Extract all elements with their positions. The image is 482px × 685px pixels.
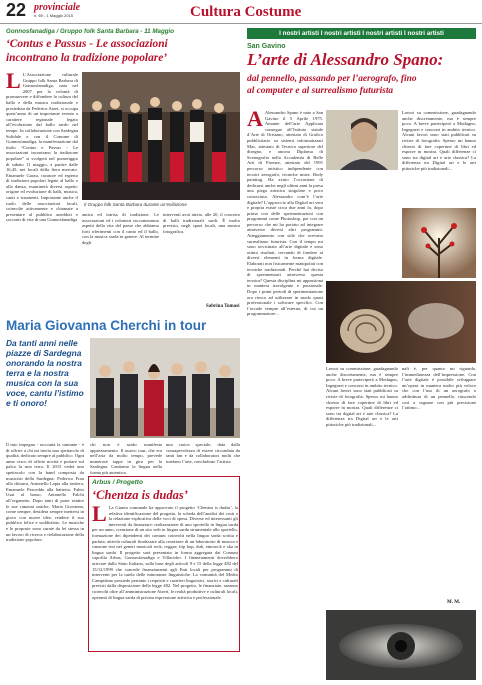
article-title: L’arte di Alessandro Spano:: [247, 50, 444, 69]
brand-logo: provinciale: [34, 2, 81, 13]
section-banner: [247, 28, 476, 39]
article-subtitle-line-1: dal pennello, passando per l’aerografo, fino: [247, 74, 417, 84]
article-column-2: [90, 442, 162, 475]
article-column-1: [247, 106, 323, 605]
article-body: [92, 501, 238, 651]
artwork-eye-photo: [326, 610, 476, 680]
folk-group-photo: [82, 72, 240, 200]
section-title: Cultura Costume: [190, 4, 302, 20]
article-text-col1: L’Associazione culturale Gruppo folk Santa Barbara di Gonnosfanadiga, nata nel 2007 per la volontà di promuovere e diffondere la cultura del ballo e della musica tradizionale e presieduta da Federica Atzei, si occupa quest’anno di un importante evento a carattere regionale legato all’evoluzione dal ballo sardo nel tempo. In collaborazione con Sardegna Solidale e con il Comune di Gonnosfanadiga, la manifestazione dal titolo “Contus e Passus - Le associazioni incontrano la tradizione popolare” si svolgerà nel pomeriggio di sabato 11 maggio, a partire dalle 16,45, nei locali della fiera mercato. Emanuele Garau, curatore ed esperto di tradizioni popolari legate al ballo e alla danza, esaminerà diversi aspetti: origine ed evoluzione di balli, musica, canti e strumenti. Importante anche il ruolo delle associazioni locali, coinvolte attivamente e chiamate a presentare al pubblico aneddoti e racconti di vita di una Gonnosfanadiga: [6, 72, 78, 223]
article-column-1: [6, 442, 84, 650]
article-text-col3: nali è, per quanto mi riguarda, l’immediatezza dell’impressione. Con l’arte digitale è possibile sviluppare un’opera in maniera molto più veloce che con l’uso di un aerografo o addirittura di un pennello, riuscendo così a sognare con più precisione l’attimo...: [402, 366, 476, 411]
portrait-illustration: [326, 110, 398, 170]
article-text-col3: interventi avrà inizio, alle 20, il concerto di balli tradizionali sardi. È molto previsto, negli spazi locali, una mostra fotografica.: [163, 212, 240, 234]
artwork-tree-illustration: [402, 208, 476, 278]
article-text-col2: antica ed intrisa di tradizione. Le associazioni ed i volontari racconteranno aspetti della vita del paese che abbiamo forti riferimenti con il canto ed il ballo, con la musica sarda in genere. Al termine degli: [82, 212, 159, 245]
article-title-line-1: ‘Contus e Passus - Le associazioni: [6, 38, 168, 50]
article-text-col1: Alessandro Spano è nato a San Gavino il 5 Aprile 1975. Amante dell’arte Applicata consegue all’Istituto statale d’Arte di Oristano, attestato di Grafico pubblicitario su sistemi informatizzati Mac, attestato di Tecnico superiore del disegno, e ancora Diploma di Scenografia nella Accademia di Belle Arti di Firenze, attestato del 1991 percorso artistico indipendente con tecnici aerografo, tecniche miste. Body painting. Ha avuto l’occasione di dedicarsi anche negli ultimi anni la presa una piega artistica singolare e poco conosciuta. Alessandro com’è l’arte digitale? L’approccio alla Digital art vera e propria esiste circa due anni fa, dopo prima con delle sperimentazioni con programmi come Photoshop, poi con un percorso che mi ha portato ad integrare attraverso diversi altri programmi. Atteggiamento con stile che avevano surrealismo futurista. Con il tempo mi sono avvicinato all’arte digitale e sono ottimi risultati, cercando di fondere ai diversi elementi in forma digitale. Elaborati non fisicamente manipolati con tecniche tradizionali. Perché hai deciso di sperimentarti attraverso questa tecnica? Questa disciplina mi appassiona in maniera travolgente e passionale. Dopo i primi periodi di sperimentazione ora riesco ad utilizzare in modo quasi professionale i software specifici. Con l’accade sempre all’esterno, di cui un programmatore...: [247, 110, 323, 317]
article-text-col1: Il mio impegno - racconta la cantante - è di offrire a chi mi invita uno spettacolo di qualità, dedicato sempre al pubblico. Ogni anno cerco di offrire novità e portare sul palco la mia terra. Il 2015 vedrà uno spettacolo con la band composta da musicisti della Sardegna: Federico Frau alla chitarra, Antonello Lapia alla tastiera, Emanuele Pascedda alla batteria, Fabio Usai al basso, Antonello Falchi all’organetto. Dopo tanti di poter sentire le sue canzoni uniche, Maria Giovanna, come sempre, desidera sempre mettersi in gioco con nuove idee, rendere il suo pubblico felice e soddisfatto. Le musiche e le proposte sono curate da lei stessa in un lavoro di ricerca e rielaborazione della tradizione popolare.: [6, 442, 84, 543]
article-contus-e-passus: [6, 28, 240, 314]
article-column-3: [166, 442, 240, 472]
article-chentza-is-dudas: [88, 476, 240, 652]
issue-line: n. 69 - 1 Maggio 2015: [34, 13, 73, 18]
singer-band-illustration: [90, 338, 240, 438]
article-kicker: Arbus / Progetto: [92, 479, 143, 486]
article-title: Maria Giovanna Cherchi in tour: [6, 318, 207, 333]
artwork-eye-illustration: [326, 610, 476, 680]
page-number: 22: [6, 0, 27, 20]
portrait-photo: [326, 110, 398, 170]
article-lead: Da tanti anni nelle piazze di Sardegna onorando la nostra terra e la nostra musica con la sua voce, cantu l’istimo e ti onoro!: [6, 338, 84, 408]
article-author: Sabrina Tomasi: [206, 304, 240, 309]
article-column-2b: [326, 366, 398, 604]
article-text-col3: una carica speciale, data dalla consapevolezza di essere circondata da tanti fan e da collaboratori molti che tutelano l’arte, concludono l’artista.: [166, 442, 240, 464]
section-banner-text: I nostri artisti I nostri artisti I nostri artisti I nostri artisti: [279, 30, 444, 37]
folk-group-illustration: [82, 72, 240, 200]
article-kicker: Gonnosfanadiga / Gruppo folk Santa Barbara - 11 Maggio: [6, 28, 174, 35]
artwork-tree-photo: [402, 208, 476, 278]
page-header: [0, 0, 482, 22]
article-text-col2b: Lavori su commissione, guadagnando anche discretamente, ma è sempre poco. A breve parteciperò a Modugno, Ingegneri e concorsi in ambito tecnico. Alcuni lavori sono stati pubblicati su riviste di fotografia. Spesso mi hanno chiesto di fare copertine di libri ed esporre in mostra. Quali differenze ci sono tra digital art e arte classica? La differenza tra Digital art e le arti pittoriche più tradizionali...: [326, 366, 398, 427]
drop-cap: L: [6, 68, 21, 93]
article-column-3: [402, 366, 476, 604]
article-text-col2: Lavori su commissione, guadagnando anche discretamente, ma è sempre poco. A breve parteciperò a Modugno, Ingegneri e concorsi in ambito tecnico. Alcuni lavori sono stati pubblicati su riviste di fotografia. Spesso mi hanno chiesto di fare copertine di libri ed esporre in mostra. Quali differenze ci sono tra digital art e arte classica? La differenza tra Digital art e le arti pittoriche più tradizionali...: [402, 110, 476, 171]
article-title: ‘Chentza is dudas’: [92, 488, 188, 502]
article-kicker: San Gavino: [247, 43, 286, 50]
article-column-3: [163, 212, 240, 302]
singer-band-photo: [90, 338, 240, 438]
article-alessandro-spano: [247, 28, 476, 651]
drop-cap: A: [247, 106, 263, 131]
drop-cap: L: [92, 501, 107, 526]
article-title-line-2: incontrano la tradizione popolare’: [6, 52, 168, 64]
article-column-2: [402, 110, 476, 205]
article-column-2: [82, 212, 159, 312]
article-subtitle-line-2: al computer e al surrealismo futurista: [247, 86, 394, 96]
article-author: M. M.: [447, 600, 461, 605]
article-text-body: La Giunta comunale ha approvato il progetto ‘Chentza is dudas’, la relativa identificazione del progetto, la scheda dell’analisi dei costi e la relazione esplicativa delle voci di spesa. Diverse ed interessanti gli interventi da finanziare: realizzazione di uno sportello in lingua sarda per un anno, creazione di un sito web in lingua sarda strumentale allo sportello, formazione dei dipendenti dei comuni coinvolti nella lingua sarda scritta e parlata; attività culturali finalizzate alla creazione di un laboratorio di musica e canzone tesi nei generi musicali rock, reggae, hip hop, dub, etnorock e ska in lingua sarda. Il progetto sarà presentato in forma aggregata dai Comuni capofila Arbus, Gonnosfanadiga e Villacidro. I finanziamenti dovrebbero arrivare dallo Stato Italiano, sulla base degli articoli 9 e 15 della legge 482 del 15/12/1999 che concede finanziamenti agli Enti locali per programmi di interventi per la tutela delle minoranze linguistiche. La comunità del Medio Campidano possiede pertanto i requisiti e caratteri linguistici, storici e culturali previsti dalla disposizione della legge 482. Nel progetto, le finanziate, saranno coinvolti oltre all’amministrazione Atzeri, le realtà produttive e culturali locali, operanti di lingua sarda di privata espressione artistica e professionale.: [92, 505, 238, 600]
photo-caption: Il Gruppo folk Santa Barbara durante un’esibizione: [84, 202, 187, 207]
header-divider: [0, 23, 482, 24]
article-text-col2: chi non è sardo manifesta apprezzamento. Il nuovo tour, che era nell’aria da molto tempo, prevede numerose tappe in giro per la Sardegna. Cantiamo la lingua nella forma più autentica.: [90, 442, 162, 475]
artwork-shell-illustration: [326, 281, 476, 363]
article-column-1: [6, 68, 78, 312]
artwork-shell-photo: [326, 281, 476, 363]
